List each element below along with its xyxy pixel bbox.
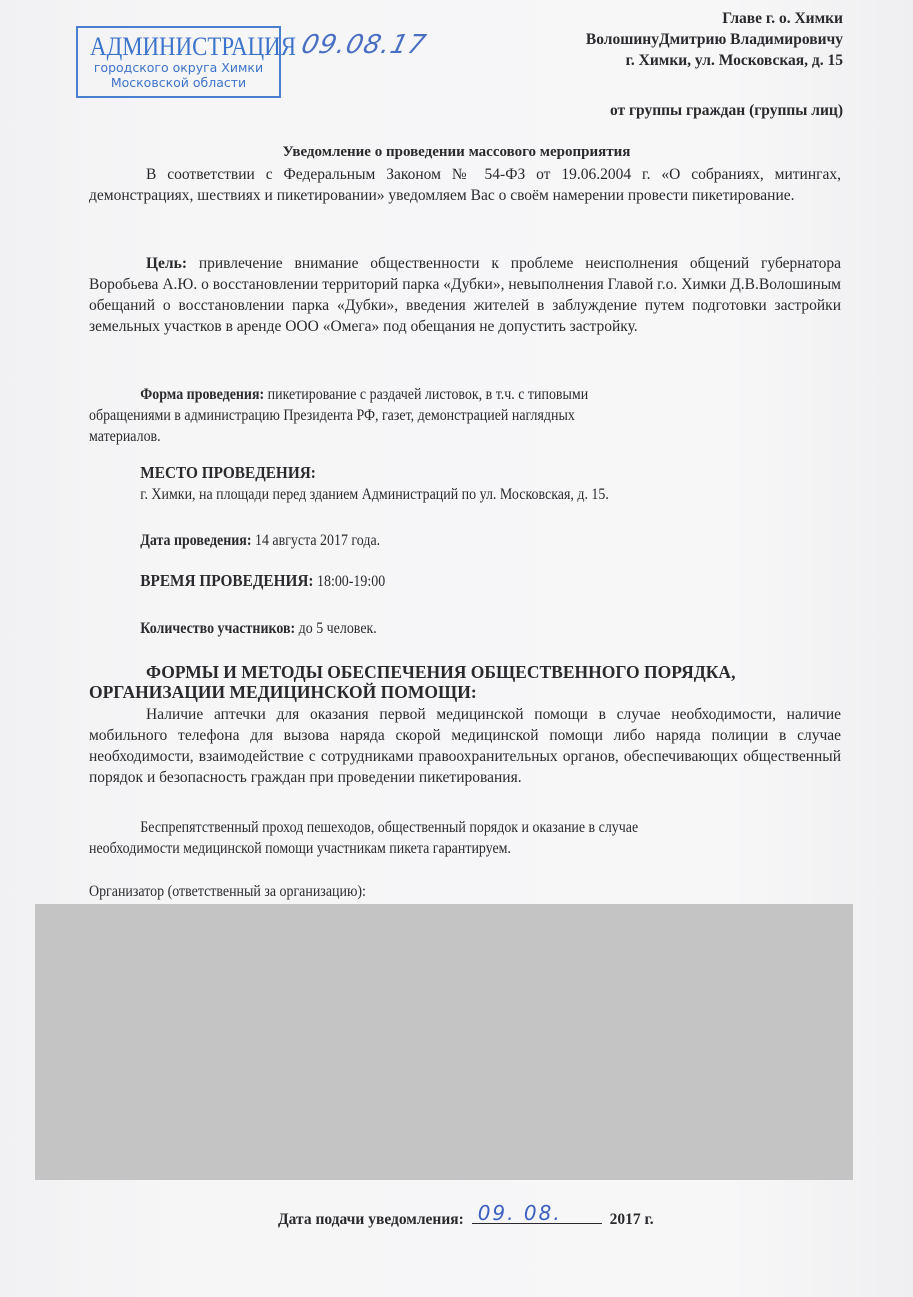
form-label: Форма проведения: (140, 386, 265, 403)
guarantee-line-2: необходимости медицинской помощи участникам пикета гарантируем. (89, 840, 512, 857)
goal-text: привлечение внимание общественности к проблеме неисполнения общений губернатора Воробьева А.Ю. о восстановлении территорий парка «Дубки», невыполнения Главой г.о. Химки Д.В.Волошиным обещаний о восстановлении парка «Дубки», введения жителей в заблуждение путем подготовки застройки земельных участков в аренде ООО «Омега» под обещания не допустить застройку. (89, 255, 841, 335)
submission-date-label: Дата подачи уведомления: (278, 1211, 464, 1228)
order-heading-line-2: ОРГАНИЗАЦИИ МЕДИЦИНСКОЙ ПОМОЩИ: (89, 682, 477, 702)
submission-date-line (278, 1201, 654, 1229)
order-heading-line-1: ФОРМЫ И МЕТОДЫ ОБЕСПЕЧЕНИЯ ОБЩЕСТВЕННОГО ПОРЯДКА, (146, 662, 736, 682)
event-time-value: 18:00-19:00 (313, 573, 386, 590)
document-title: Уведомление о проведении массового мероприятия (282, 144, 631, 160)
stamp-handwritten-date: 09.08.17 (298, 30, 430, 60)
sender-line: от группы граждан (группы лиц) (609, 102, 843, 119)
intro-paragraph: В соответствии с Федеральным Законом № 54-ФЗ от 19.06.2004 г. «О собраниях, митингах, демонстрациях, шествиях и пикетировании» уведомляем Вас о своём намерении провести пикетирование. (89, 166, 841, 204)
form-line-2: обращениями в администрацию Президента РФ, газет, демонстрацией наглядных (89, 407, 575, 424)
stamp-line-1: городского округа Химки (93, 60, 264, 75)
participants-value: до 5 человек. (295, 620, 377, 637)
submission-handwritten-date: 09. 08. (477, 1201, 562, 1225)
addressee-line-1: Главе г. о. Химки (722, 10, 843, 27)
place-label: МЕСТО ПРОВЕДЕНИЯ: (140, 463, 316, 482)
administration-stamp (76, 26, 296, 98)
event-date-line (89, 530, 380, 551)
addressee-line-3: г. Химки, ул. Московская, д. 15 (625, 52, 843, 69)
participants-label: Количество участников: (140, 620, 296, 637)
event-time-line (89, 570, 385, 592)
guarantee-line-1: Беспрепятственный проход пешеходов, общественный порядок и оказание в случае (140, 819, 639, 836)
order-section-heading (89, 662, 735, 702)
submission-date-field (472, 1201, 602, 1225)
addressee-block (586, 8, 843, 71)
redaction-block (35, 904, 853, 1180)
organizer-label: Организатор (ответственный за организацию): (89, 883, 366, 900)
event-date-label: Дата проведения: (140, 532, 252, 549)
form-text-1: пикетирование с раздачей листовок, в т.ч. с типовыми (264, 386, 589, 403)
addressee-line-2: ВолошинуДмитрию Владимировичу (585, 31, 843, 48)
event-time-label: ВРЕМЯ ПРОВЕДЕНИЯ: (140, 571, 314, 590)
event-date-value: 14 августа 2017 года. (251, 532, 381, 549)
goal-label: Цель: (146, 255, 187, 272)
place-text: г. Химки, на площади перед зданием Администраций по ул. Московская, д. 15. (140, 486, 609, 503)
stamp-line-2: Московской области (110, 75, 247, 90)
goal-paragraph (89, 253, 841, 337)
stamp-title: АДМИНИСТРАЦИЯ (90, 32, 296, 61)
participants-line (89, 618, 377, 639)
form-line-1 (89, 384, 588, 405)
order-paragraph: Наличие аптечки для оказания первой медицинской помощи в случае необходимости, наличие мобильного телефона для вызова наряда скорой медицинской помощи либо наряда полиции в случае необходимости, взаимодействие с сотрудниками правоохранительных органов, обеспечивающих общественный порядок и безопасность граждан при проведении пикетирования. (89, 706, 841, 786)
form-line-3: материалов. (89, 428, 161, 445)
submission-year: 2017 г. (609, 1211, 654, 1228)
